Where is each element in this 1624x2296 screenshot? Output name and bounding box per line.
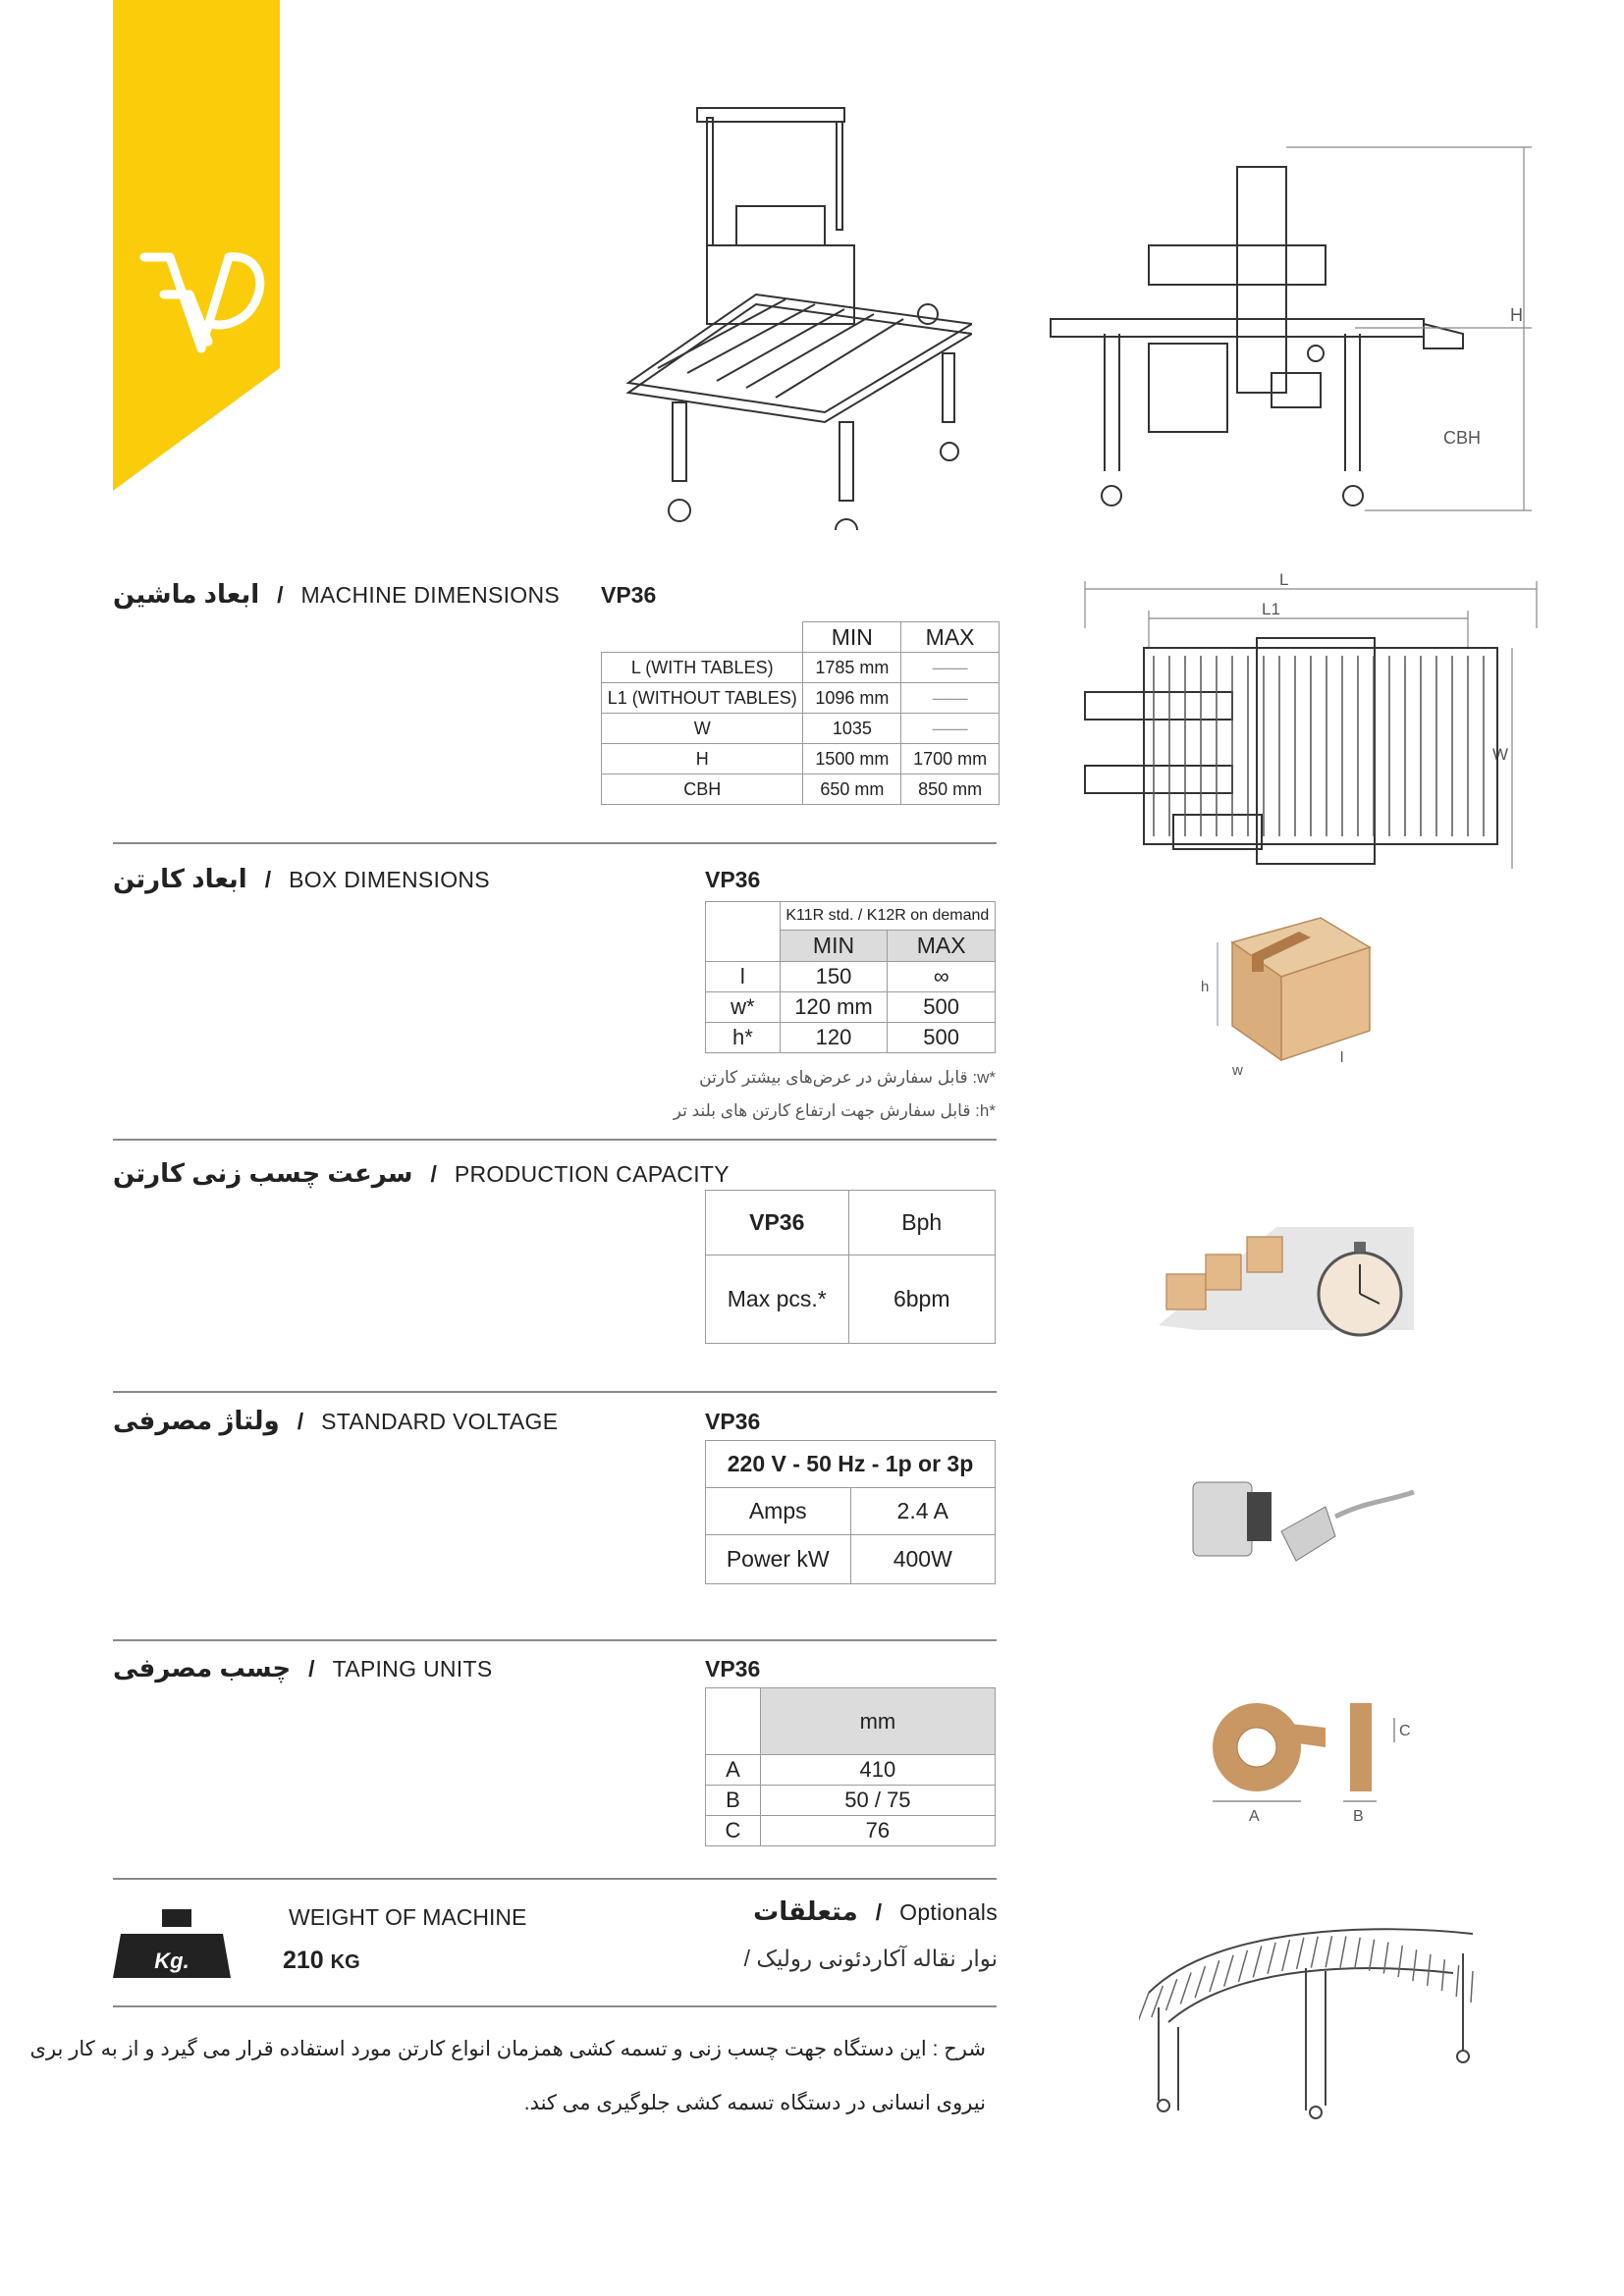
conveyor-roller: [1268, 1943, 1275, 1974]
dim-label-cbh: CBH: [1443, 428, 1482, 448]
machine-isometric-drawing: [619, 98, 972, 530]
title-en: STANDARD VOLTAGE: [321, 1409, 559, 1434]
conveyor-roller: [1180, 1973, 1191, 2004]
divider: [113, 1639, 997, 1641]
carton-drawing: [1193, 903, 1380, 1080]
description-line-1: شرح : این دستگاه جهت چسب زنی و تسمه کشی همزمان انواع کارتن مورد استفاده قرار می گیرد و از به کار بری: [29, 2038, 986, 2060]
table-row: W 1035 ——: [602, 714, 1000, 744]
table-row: L (WITH TABLES) 1785 mm ——: [602, 653, 1000, 683]
logo-banner: [113, 0, 280, 491]
machine-side-drawing: [1041, 137, 1551, 530]
motor-plug-illustration: [1188, 1463, 1424, 1585]
power-label: Power kW: [706, 1535, 851, 1584]
description-line-2: نیروی انسانی در دستگاه تسمه کشی جلوگیری می کند.: [523, 2092, 986, 2114]
dim-label-h: H: [1510, 305, 1523, 325]
conveyor-roller: [1355, 1938, 1360, 1969]
conveyor-roller: [1253, 1946, 1262, 1977]
taping-model: VP36: [705, 1656, 761, 1682]
title-en: MACHINE DIMENSIONS: [300, 582, 561, 608]
dim-label-l1: L1: [1262, 600, 1280, 618]
box-dimensions-title: ابعاد کارتن / BOX DIMENSIONS: [113, 864, 490, 893]
table-row: h* 120 500: [706, 1023, 996, 1053]
capacity-table: [705, 1190, 996, 1344]
capacity-value: 6bpm: [848, 1255, 996, 1344]
conveyor-roller: [1340, 1937, 1346, 1968]
table-row: l 150 ∞: [706, 962, 996, 992]
weight-label: WEIGHT OF MACHINE: [289, 1904, 527, 1930]
table-row: A 410: [706, 1755, 996, 1786]
table-row: CBH 650 mm 850 mm: [602, 774, 1000, 805]
box-model: VP36: [705, 867, 761, 892]
box-w-label: w: [1232, 1062, 1243, 1079]
title-en: BOX DIMENSIONS: [289, 867, 490, 892]
weight-value-block: [283, 1947, 360, 1975]
divider: [113, 842, 997, 844]
dim-label-w: W: [1492, 745, 1509, 764]
divider: [113, 1139, 997, 1141]
conveyor-roller: [1398, 1946, 1402, 1977]
conveyor-roller: [1441, 1959, 1444, 1991]
box-dimensions-table: [705, 901, 996, 1053]
conveyor-roller: [1370, 1940, 1375, 1971]
conveyor-drawing: [1139, 1904, 1492, 2130]
title-fa: ولتاژ مصرفی: [113, 1406, 280, 1435]
col-min: MIN: [780, 931, 888, 962]
machine-model: VP36: [601, 582, 657, 608]
divider: [113, 2005, 997, 2007]
voltage-table: [705, 1440, 996, 1584]
box-note-2: *h: قابل سفارش جهت ارتفاع کارتن های بلند تر: [673, 1101, 996, 1120]
standard-voltage-title: ولتاژ مصرفی / STANDARD VOLTAGE: [113, 1406, 559, 1435]
capacity-label: Max pcs.*: [706, 1255, 849, 1344]
divider: [113, 1878, 997, 1880]
title-en: Optionals: [899, 1899, 998, 1925]
conveyor-roller: [1456, 1965, 1458, 1997]
capacity-model: VP36: [706, 1191, 849, 1255]
title-fa: چسب مصرفی: [113, 1653, 292, 1682]
amps-label: Amps: [706, 1488, 851, 1535]
conveyor-roller: [1282, 1940, 1290, 1971]
title-en: TAPING UNITS: [332, 1656, 493, 1682]
title-fa: ابعاد کارتن: [113, 864, 247, 893]
conveyor-roller: [1413, 1949, 1417, 1981]
title-en: PRODUCTION CAPACITY: [454, 1161, 730, 1187]
title-fa: ابعاد ماشین: [113, 579, 260, 609]
box-l-label: l: [1340, 1049, 1344, 1066]
box-note-1: *w: قابل سفارش در عرض‌های بیشتر کارتن: [699, 1068, 996, 1087]
weight-icon-text: Kg.: [154, 1949, 189, 1973]
tape-b-label: B: [1353, 1808, 1364, 1825]
col-max: MAX: [888, 931, 996, 962]
col-min: MIN: [803, 622, 901, 653]
optionals-title: متعلقات / Optionals: [753, 1896, 998, 1926]
tape-roll-drawing: [1198, 1688, 1424, 1826]
conveyor-roller: [1238, 1950, 1247, 1982]
title-fa: سرعت چسب زنی کارتن: [113, 1158, 413, 1188]
taping-table: [705, 1687, 996, 1846]
capacity-unit: Bph: [848, 1191, 996, 1255]
tape-c-label: C: [1399, 1723, 1411, 1739]
col-max: MAX: [901, 622, 1000, 653]
conveyor-roller: [1210, 1960, 1219, 1992]
conveyor-roller: [1152, 1986, 1164, 2017]
box-h-label: h: [1201, 979, 1210, 995]
machine-dimensions-title: ابعاد ماشین / MACHINE DIMENSIONS: [113, 579, 561, 609]
title-fa: متعلقات: [753, 1896, 858, 1926]
weight-unit: KG: [330, 1951, 360, 1973]
conveyor-roller: [1166, 1979, 1177, 2010]
conveyor-roller: [1224, 1955, 1233, 1987]
divider: [113, 1391, 997, 1393]
conveyor-roller: [1311, 1937, 1318, 1968]
optional-item: نوار نقاله آکاردئونی رولیک /: [743, 1946, 998, 1971]
table-row: L1 (WITHOUT TABLES) 1096 mm ——: [602, 683, 1000, 714]
box-sub-header: K11R std. / K12R on demand: [780, 902, 995, 931]
amps-value: 2.4 A: [850, 1488, 996, 1535]
conveyor-roller: [1139, 1993, 1149, 2024]
table-row: C 76: [706, 1816, 996, 1846]
weight-icon: [113, 1909, 231, 1988]
machine-dimensions-table: [601, 621, 1000, 805]
conveyor-roller: [1195, 1966, 1205, 1998]
conveyor-roller: [1297, 1938, 1304, 1969]
table-row: w* 120 mm 500: [706, 992, 996, 1023]
voltage-supply: 220 V - 50 Hz - 1p or 3p: [706, 1441, 996, 1488]
table-row: H 1500 mm 1700 mm: [602, 744, 1000, 774]
taping-unit: mm: [760, 1688, 995, 1755]
power-value: 400W: [850, 1535, 996, 1584]
capacity-illustration: [1159, 1198, 1414, 1350]
conveyor-roller: [1326, 1936, 1331, 1967]
conveyor-roller: [1471, 1971, 1473, 2002]
taping-units-title: چسب مصرفی / TAPING UNITS: [113, 1653, 493, 1682]
voltage-model: VP36: [705, 1409, 761, 1434]
weight-value: 210: [283, 1947, 324, 1974]
table-row: B 50 / 75: [706, 1786, 996, 1816]
tape-a-label: A: [1249, 1808, 1260, 1825]
production-capacity-title: سرعت چسب زنی کارتن / PRODUCTION CAPACITY: [113, 1158, 730, 1188]
machine-top-drawing: [1075, 569, 1546, 883]
dim-label-l: L: [1279, 570, 1289, 589]
